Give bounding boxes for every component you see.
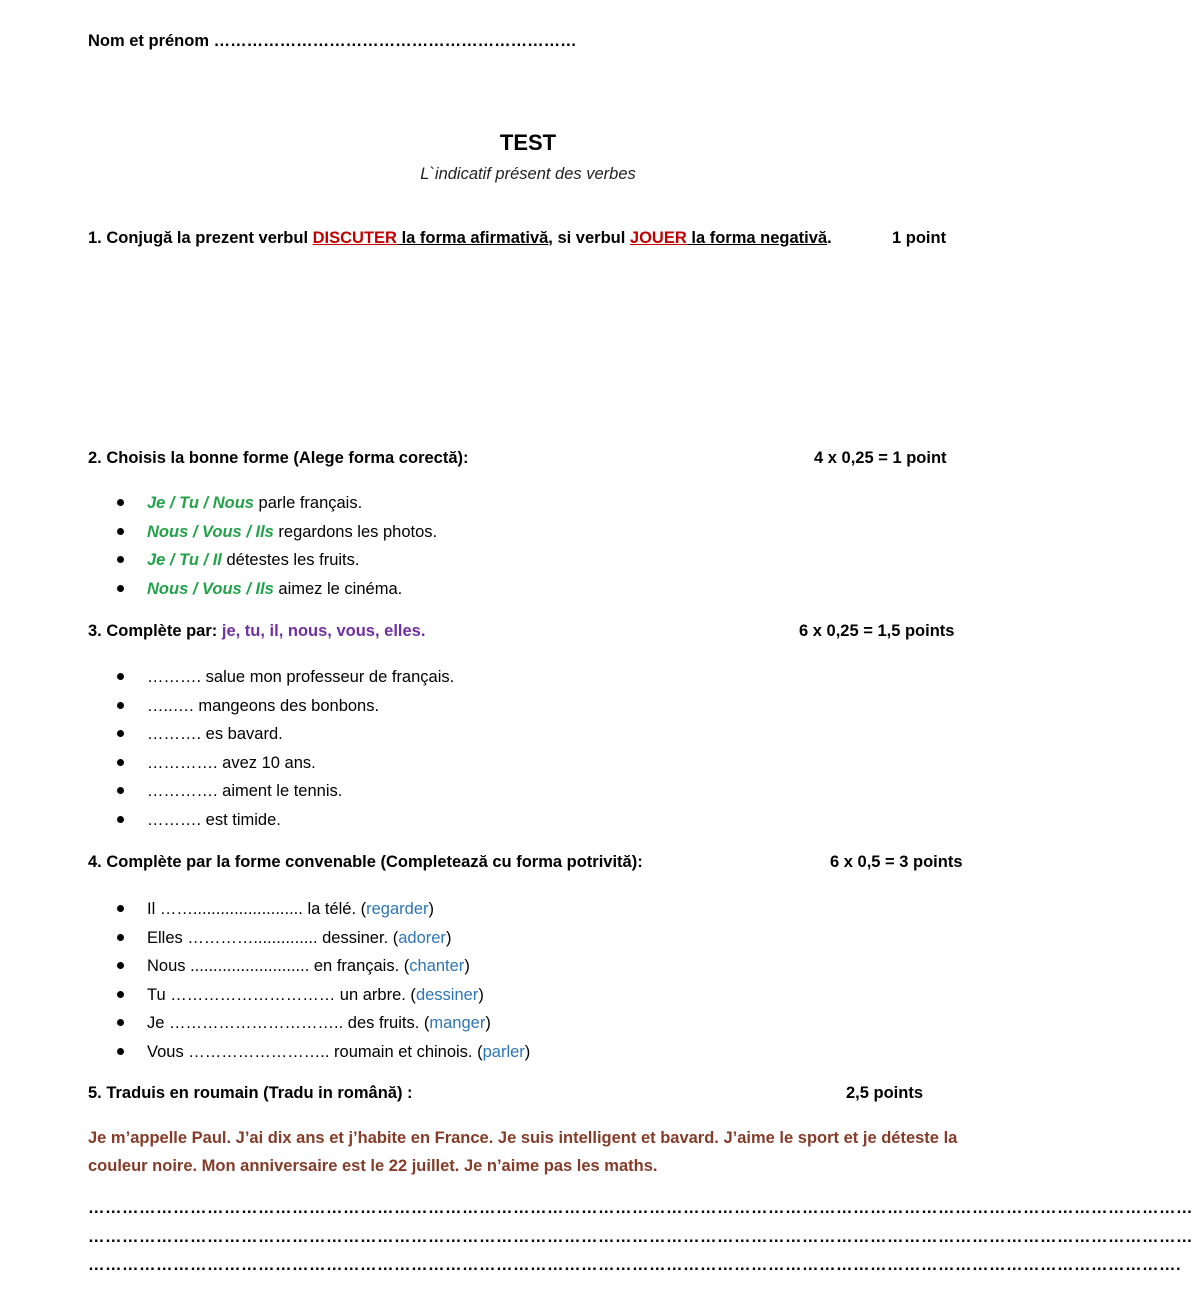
- q3-points: 6 x 0,25 = 1,5 points: [799, 622, 955, 640]
- bullet-icon: [117, 905, 124, 912]
- list-item[interactable]: Tu ………………………… un arbre. (dessiner): [88, 984, 530, 1013]
- bullet-icon: [117, 499, 124, 506]
- q1-verb-jouer: JOUER: [629, 229, 687, 247]
- list-item[interactable]: …………. avez 10 ans.: [88, 752, 454, 781]
- q4-list: [88, 898, 530, 1069]
- q1-points: 1 point: [892, 229, 947, 247]
- bullet-icon: [117, 702, 124, 709]
- q4-points: 6 x 0,5 = 3 points: [830, 853, 963, 871]
- list-item[interactable]: Je / Tu / Nous parle français.: [88, 492, 437, 521]
- bullet-icon: [117, 759, 124, 766]
- page-title: TEST: [499, 130, 557, 155]
- q2-points: 4 x 0,25 = 1 point: [814, 449, 947, 467]
- list-item[interactable]: Nous / Vous / Ils regardons les photos.: [88, 521, 437, 550]
- list-item[interactable]: ………. es bavard.: [88, 723, 454, 752]
- bullet-icon: [117, 816, 124, 823]
- q1-instruction: 1. Conjugă la prezent verbul DISCUTER la forma afirmativă, si verbul JOUER la forma negativă.: [88, 229, 832, 247]
- list-item[interactable]: ………. est timide.: [88, 809, 454, 838]
- q1-verb-discuter: DISCUTER: [312, 229, 397, 247]
- list-item[interactable]: Je / Tu / Il détestes les fruits.: [88, 549, 437, 578]
- q3-list: [88, 666, 454, 837]
- bullet-icon: [117, 991, 124, 998]
- answer-line[interactable]: ………………………………………………………………………………………………………………………………………………………………………….: [88, 1256, 1182, 1274]
- bullet-icon: [117, 730, 124, 737]
- q2-instruction: 2. Choisis la bonne forme (Alege forma corectă):: [88, 449, 469, 467]
- list-item[interactable]: Nous / Vous / Ils aimez le cinéma.: [88, 578, 437, 607]
- q4-instruction: 4. Complète par la forme convenable (Completează cu forma potrivită):: [88, 853, 643, 871]
- bullet-icon: [117, 934, 124, 941]
- bullet-icon: [117, 528, 124, 535]
- name-dots[interactable]: …………………………………………………………: [213, 32, 577, 50]
- list-item[interactable]: Nous .......................... en français. (chanter): [88, 955, 530, 984]
- list-item[interactable]: …..…. mangeons des bonbons.: [88, 695, 454, 724]
- q5-points: 2,5 points: [846, 1084, 924, 1102]
- bullet-icon: [117, 1048, 124, 1055]
- bullet-icon: [117, 962, 124, 969]
- answer-line[interactable]: ……………………………………………………………………………………………………………………………………………………………………………: [88, 1228, 1193, 1246]
- bullet-icon: [117, 787, 124, 794]
- name-field: [88, 32, 577, 51]
- q3-instruction: 3. Complète par: je, tu, il, nous, vous, elles.: [88, 622, 426, 640]
- page-subtitle: L`indicatif présent des verbes: [420, 165, 636, 183]
- bullet-icon: [117, 556, 124, 563]
- list-item[interactable]: Il ……........................ la télé. (regarder): [88, 898, 530, 927]
- list-item[interactable]: Vous …………………….. roumain et chinois. (parler): [88, 1041, 530, 1070]
- list-item[interactable]: Elles ………….............. dessiner. (adorer): [88, 927, 530, 956]
- list-item[interactable]: ………. salue mon professeur de français.: [88, 666, 454, 695]
- name-label: Nom et prénom: [88, 32, 210, 50]
- q5-text: Je m’appelle Paul. J’ai dix ans et j’habite en France. Je suis intelligent et bavard. J’aime le sport et je déteste la couleur noire. Mon anniversaire est le 22 juillet. Je n’aime pas les maths.: [88, 1129, 958, 1175]
- bullet-icon: [117, 585, 124, 592]
- q5-instruction: 5. Traduis en roumain (Tradu in română) :: [88, 1084, 413, 1102]
- answer-line[interactable]: ……………………………………………………………………………………………………………………………………………………………………………: [88, 1199, 1193, 1217]
- q2-list: [88, 492, 437, 606]
- list-item[interactable]: Je ………………………….. des fruits. (manger): [88, 1012, 530, 1041]
- bullet-icon: [117, 673, 124, 680]
- bullet-icon: [117, 1019, 124, 1026]
- list-item[interactable]: …………. aiment le tennis.: [88, 780, 454, 809]
- q3-word-bank: je, tu, il, nous, vous, elles.: [221, 622, 426, 640]
